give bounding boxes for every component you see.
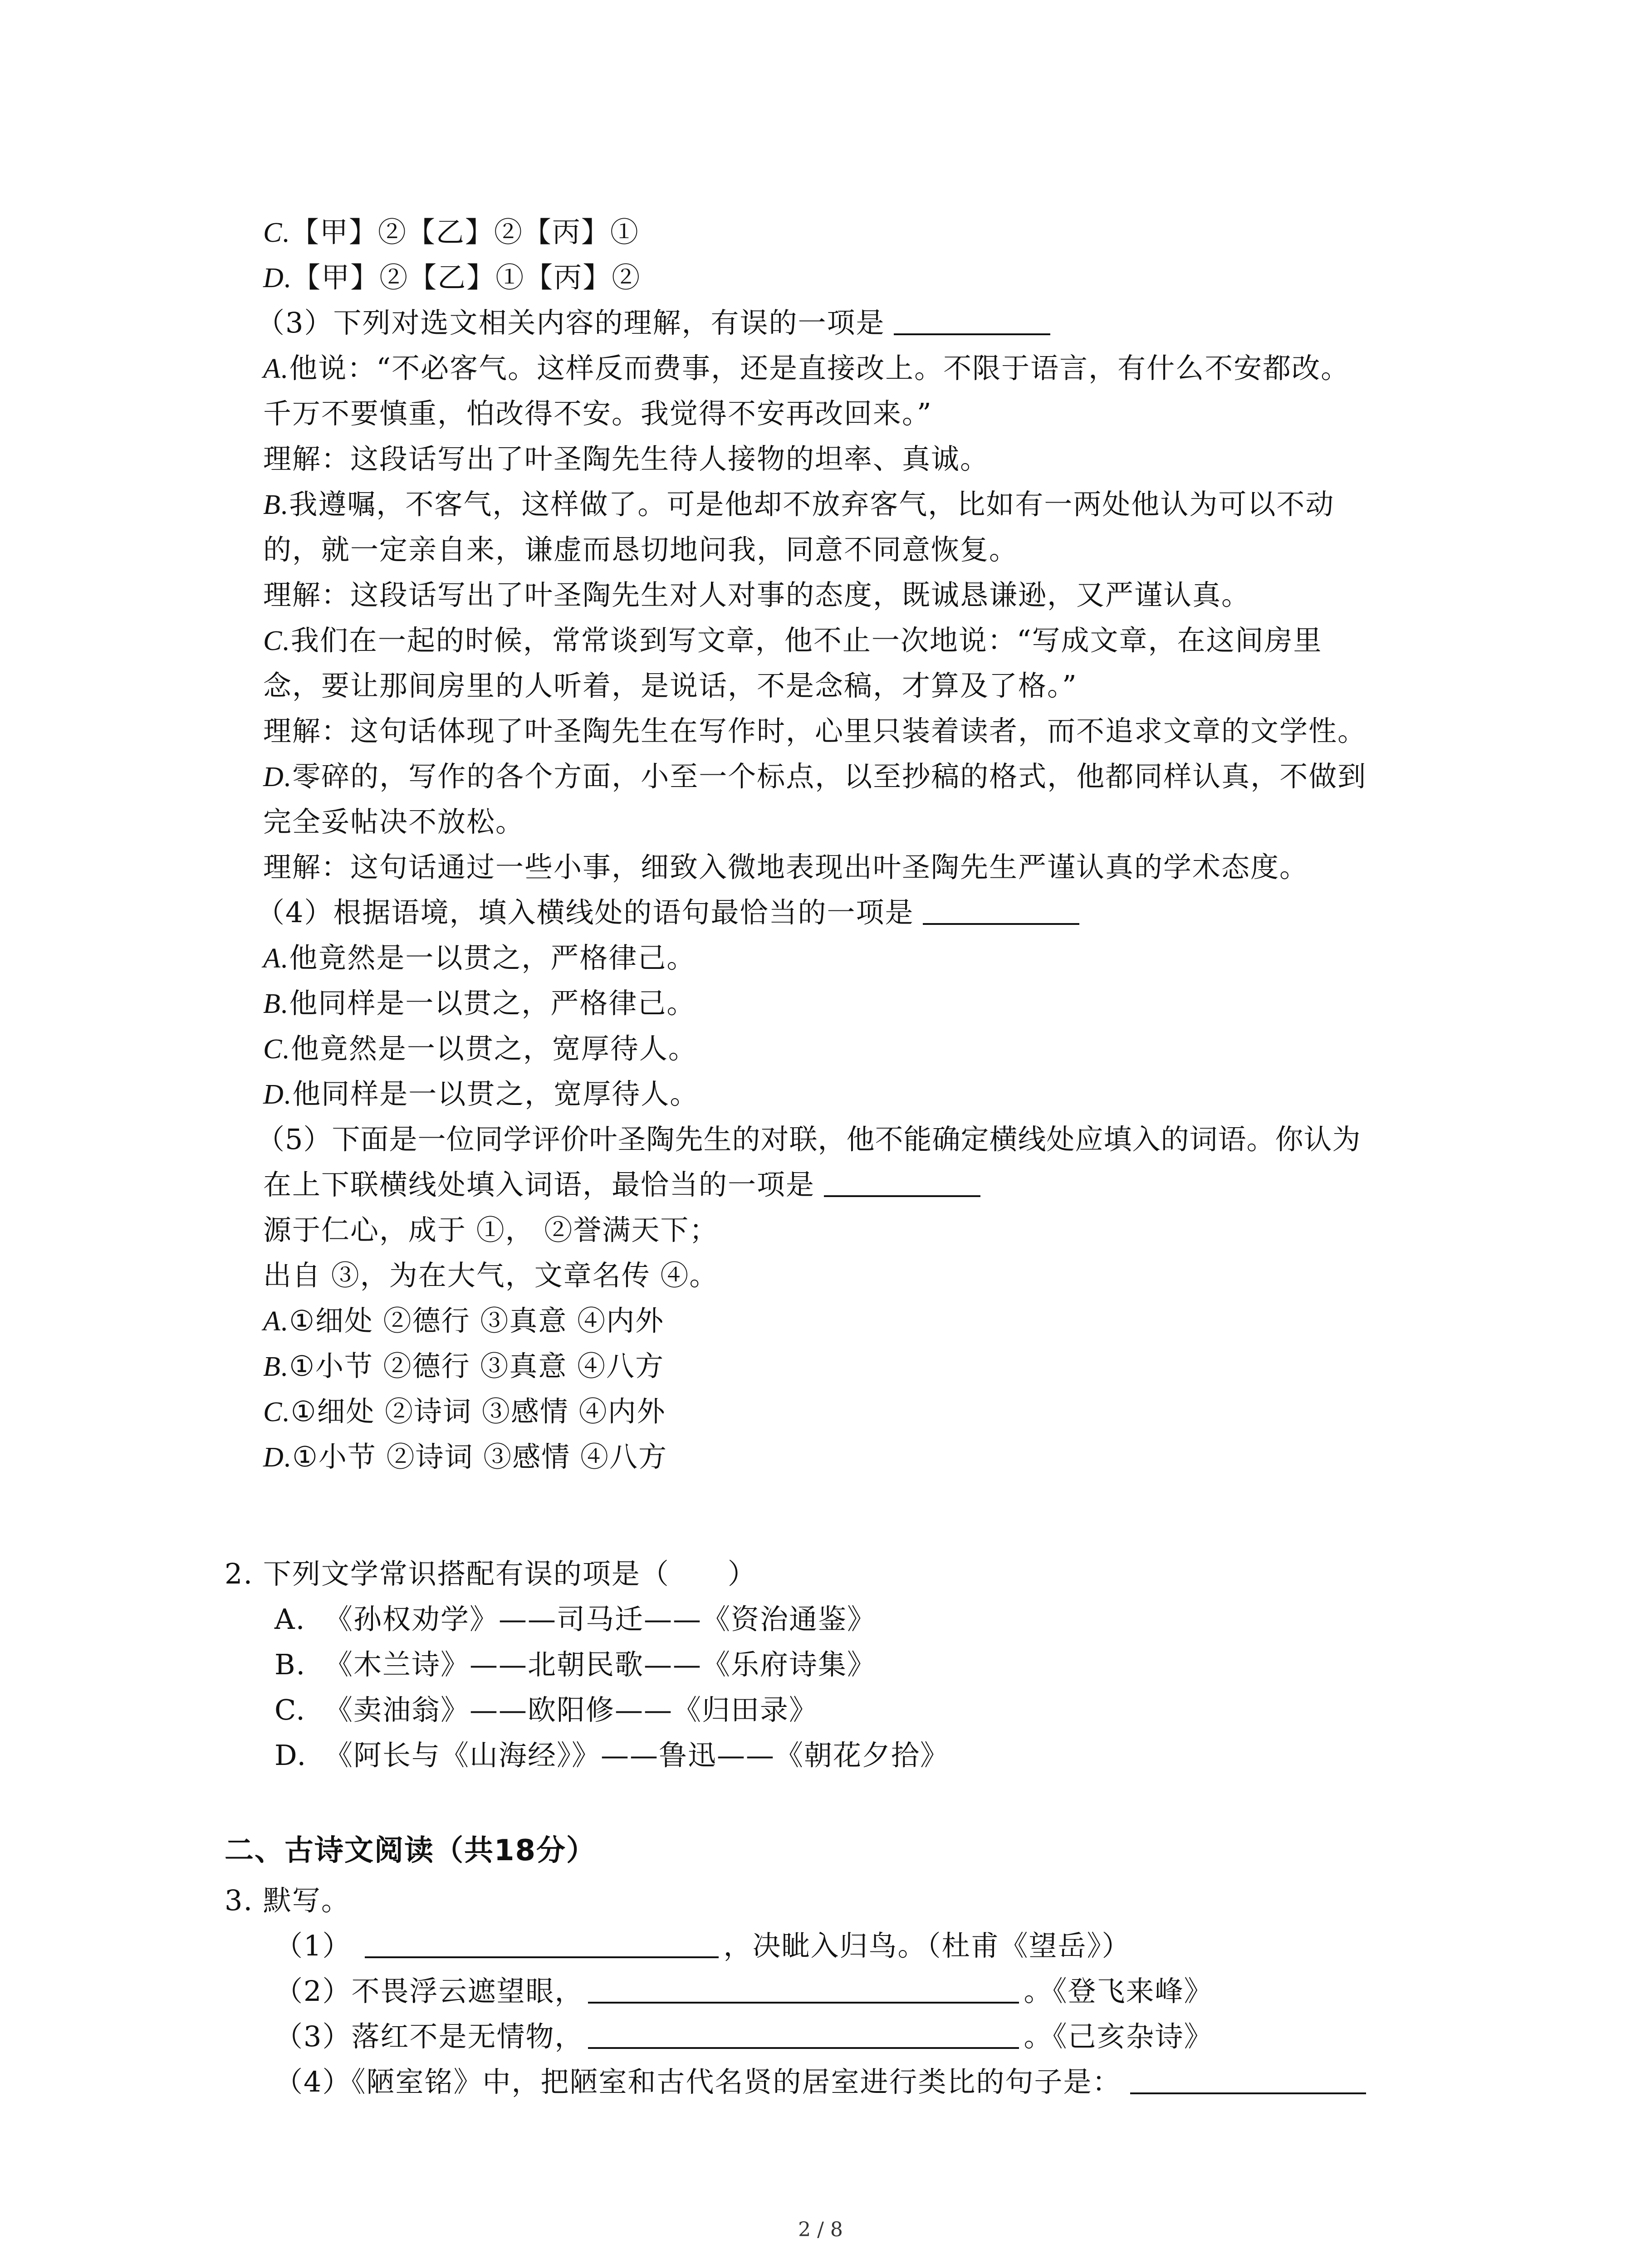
item-number: （3） [274, 2020, 352, 2053]
item-number: （4） [274, 2065, 352, 2098]
option-letter: D. [263, 263, 293, 293]
answer-blank[interactable] [588, 2022, 1019, 2049]
option-letter: C. [263, 1397, 291, 1427]
item-text: ，决眦入归鸟。（杜甫《望岳》） [723, 1929, 1131, 1962]
q1-part5-stem-line2 [263, 1167, 980, 1203]
option-text: 他竟然是一以贯之，宽厚待人。 [290, 1032, 697, 1065]
option-text: 【甲】②【乙】①【丙】② [292, 261, 641, 294]
q2-option-d [274, 1737, 949, 1774]
q1-part5-option-b [263, 1348, 664, 1385]
q1-part2-option-d [263, 259, 641, 296]
q2-option-c [274, 1692, 818, 1728]
option-text: 零碎的，写作的各个方面，小至一个标点，以至抄稿的格式，他都同样认真，不做到 [292, 760, 1367, 793]
item-text: 落红不是无情物， [351, 2020, 584, 2053]
option-letter: A. [263, 943, 289, 974]
option-letter: D. [274, 1739, 307, 1772]
q1-part5-stem-line1: （5）下面是一位同学评价叶圣陶先生的对联，他不能确定横线处应填入的词语。你认为 [256, 1123, 1361, 1156]
option-text: 他竟然是一以贯之，严格律己。 [289, 941, 696, 974]
item-text: 。《己亥杂诗》 [1024, 2020, 1213, 2053]
option-letter: A. [263, 353, 289, 384]
q1-part3-option-b-line1 [263, 486, 1334, 523]
couplet-upper-line: 源于仁心，成于 ①， ②誉满天下； [263, 1213, 719, 1246]
option-letter: B. [263, 988, 289, 1019]
option-letter: C. [274, 1693, 306, 1726]
answer-blank[interactable] [365, 1931, 719, 1958]
q1-part3-option-a-understanding: 理解：这段话写出了叶圣陶先生待人接物的坦率、真诚。 [263, 442, 989, 475]
option-letter: C. [263, 626, 291, 656]
q1-part3-stem [256, 305, 1050, 341]
item-text: 不畏浮云遮望眼， [351, 1975, 584, 2008]
answer-blank[interactable] [923, 898, 1079, 925]
q1-part4-option-c [263, 1031, 697, 1067]
option-text: ①小节 ②诗词 ③感情 ④八方 [292, 1440, 667, 1473]
q1-part3-option-d-line2: 完全妥帖决不放松。 [263, 805, 525, 838]
stem-text: （4）根据语境，填入横线处的语句最恰当的一项是 [256, 896, 914, 929]
q1-part5-option-d [263, 1439, 667, 1476]
option-text: 我遵嘱，不客气，这样做了。可是他却不放弃客气，比如有一两处他认为可以不动 [289, 488, 1335, 521]
q3-stem: 3. 默写。 [225, 1884, 350, 1917]
answer-blank[interactable] [588, 1976, 1019, 2004]
section-heading: 二、古诗文阅读（共18分） [225, 1834, 597, 1867]
q1-part4-stem [256, 894, 1079, 931]
option-text: 《孙权劝学》——司马迁——《资治通鉴》 [324, 1603, 877, 1636]
q1-part3-option-a-line1 [263, 350, 1350, 387]
option-letter: A. [274, 1603, 306, 1636]
option-text: 他同样是一以贯之，严格律己。 [289, 987, 696, 1020]
item-number: （2） [274, 1975, 352, 2008]
option-text: ①小节 ②德行 ③真意 ④八方 [289, 1349, 665, 1383]
option-text: ①细处 ②诗词 ③感情 ④内外 [290, 1395, 666, 1428]
item-number: （1） [274, 1929, 352, 1962]
option-text: 他同样是一以贯之，宽厚待人。 [292, 1077, 699, 1110]
answer-blank[interactable] [1130, 2067, 1366, 2094]
q1-part3-option-a-line2: 千万不要慎重，怕改得不安。我觉得不安再改回来。” [263, 397, 932, 430]
option-text: 【甲】②【乙】②【丙】① [290, 215, 639, 249]
option-letter: D. [263, 1079, 293, 1110]
q1-part3-option-d-line1 [263, 758, 1367, 795]
q1-part4-option-a [263, 940, 696, 977]
q2-stem: 2. 下列文学常识搭配有误的项是（ ） [225, 1557, 757, 1590]
q1-part5-option-c [263, 1393, 666, 1430]
option-letter: C. [263, 1034, 291, 1065]
item-text: 。《登飞来峰》 [1024, 1975, 1213, 2008]
q1-part3-option-d-understanding: 理解：这句话通过一些小事，细致入微地表现出叶圣陶先生严谨认真的学术态度。 [263, 850, 1309, 884]
option-letter: C. [263, 217, 291, 248]
option-text: 他说：“不必客气。这样反而费事，还是直接改上。不限于语言，有什么不安都改。 [289, 352, 1350, 385]
q1-part3-option-c-line1 [263, 622, 1323, 659]
option-letter: D. [263, 1442, 293, 1473]
answer-blank[interactable] [824, 1170, 980, 1197]
q1-part2-option-c [263, 214, 639, 251]
q3-item-3 [274, 2019, 1213, 2055]
option-letter: B. [274, 1648, 306, 1681]
option-letter: A. [263, 1306, 289, 1337]
q1-part5-option-a [263, 1303, 664, 1339]
q1-part3-option-c-understanding: 理解：这句话体现了叶圣陶先生在写作时，心里只装着读者，而不追求文章的文学性。 [263, 714, 1367, 748]
answer-blank[interactable] [894, 308, 1050, 335]
option-letter: B. [263, 489, 289, 520]
stem-text: 在上下联横线处填入词语，最恰当的一项是 [263, 1168, 815, 1201]
page-number: 2 / 8 [798, 2218, 843, 2241]
q3-item-4 [274, 2064, 1366, 2100]
item-text: 《陋室铭》中，把陋室和古代名贤的居室进行类比的句子是： [351, 2065, 1122, 2098]
option-letter: B. [263, 1351, 289, 1382]
option-letter: D. [263, 762, 293, 792]
option-text: 《阿长与《山海经》》——鲁迅——《朝花夕拾》 [324, 1739, 950, 1772]
option-text: 我们在一起的时候，常常谈到写文章，他不止一次地说：“写成文章，在这间房里 [290, 624, 1323, 657]
q2-option-b [274, 1647, 876, 1683]
q1-part3-option-b-line2: 的，就一定亲自来，谦虚而恳切地问我，同意不同意恢复。 [263, 533, 1019, 566]
q1-part3-option-c-line2: 念，要让那间房里的人听着，是说话，不是念稿，才算及了格。” [263, 669, 1078, 702]
q1-part3-option-b-understanding: 理解：这段话写出了叶圣陶先生对人对事的态度，既诚恳谦逊，又严谨认真。 [263, 578, 1251, 611]
option-text: 《卖油翁》——欧阳修——《归田录》 [324, 1693, 818, 1726]
option-text: 《木兰诗》——北朝民歌——《乐府诗集》 [324, 1648, 877, 1681]
q1-part4-option-b [263, 985, 696, 1022]
option-text: ①细处 ②德行 ③真意 ④内外 [289, 1304, 665, 1337]
q2-option-a [274, 1601, 876, 1637]
stem-text: （3）下列对选文相关内容的理解，有误的一项是 [256, 306, 885, 339]
q1-part4-option-d [263, 1076, 699, 1113]
couplet-lower-line: 出自 ③，为在大气，文章名传 ④。 [263, 1259, 719, 1292]
q3-item-1 [274, 1928, 1131, 1964]
q3-item-2 [274, 1973, 1213, 2009]
